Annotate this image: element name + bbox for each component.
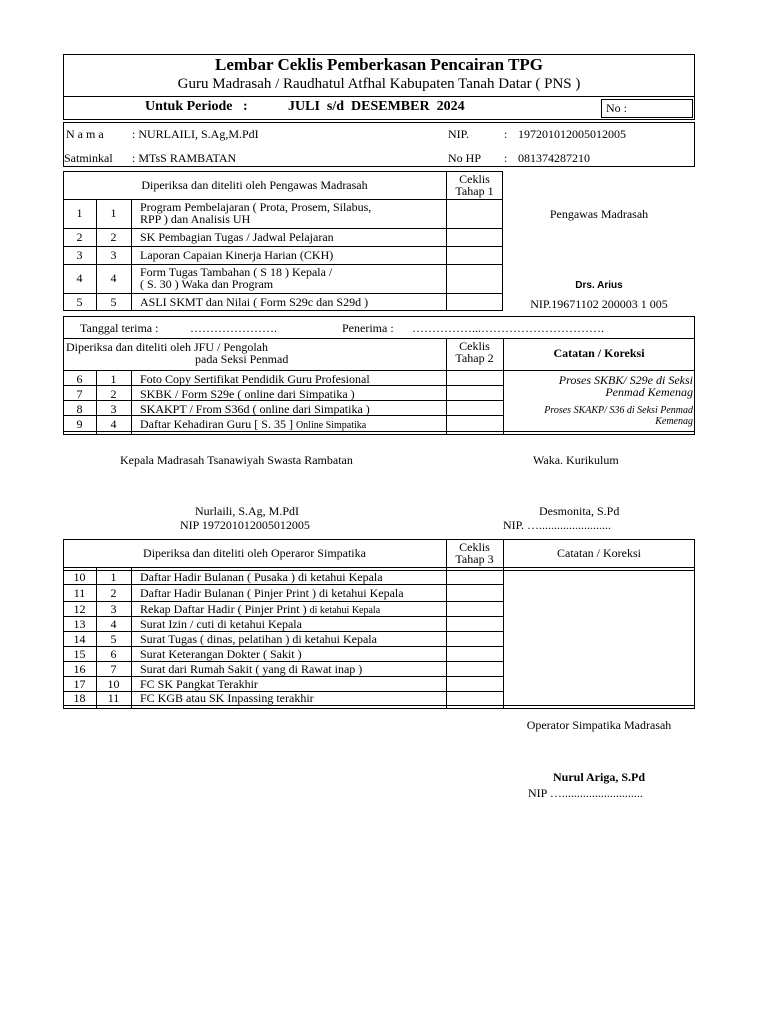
section2-row-text: SKAKPT / From S36d ( online dari Simpatika ) <box>140 402 370 416</box>
section2-row-sub: 3 <box>110 402 117 416</box>
section2-row-sub: 2 <box>110 387 117 401</box>
nip-label: NIP. <box>448 127 470 141</box>
penerima-field[interactable]: ……………...…………………………. <box>412 321 604 335</box>
section3-row-text: Surat Keterangan Dokter ( Sakit ) <box>140 647 302 661</box>
waka-title: Waka. Kurikulum <box>533 453 619 467</box>
section2-row-no: 9 <box>76 417 83 431</box>
section3-row-text: Surat Izin / cuti di ketahui Kepala <box>140 617 302 631</box>
section3-row-text: FC KGB atau SK Inpassing terakhir <box>140 691 314 705</box>
section3-row-sub: 6 <box>110 647 117 661</box>
section1-checkbox[interactable] <box>447 265 502 292</box>
kepala-madrasah-title: Kepala Madrasah Tsanawiyah Swasta Rambatan <box>120 453 353 467</box>
section3-row-no: 15 <box>73 647 86 661</box>
section3-row-sub: 3 <box>110 602 117 616</box>
section2-note-skbk: Proses SKBK/ S29e di Seksi Penmad Kemenag <box>558 373 693 399</box>
section1-row-text: ASLI SKMT dan Nilai ( Form S29c dan S29d ) <box>140 295 369 309</box>
section2-heading-line2: pada Seksi Penmad <box>195 352 289 366</box>
document-number-label: No : <box>606 101 627 115</box>
penerima-label: Penerima : <box>342 321 394 335</box>
waka-name: Desmonita, S.Pd <box>539 504 620 518</box>
period-value: JULI s/d DESEMBER 2024 <box>288 99 465 114</box>
tanggal-terima-field[interactable]: …………………. <box>190 321 277 335</box>
section3-row-sub: 4 <box>110 617 117 631</box>
section1-row-no: 3 <box>76 248 83 262</box>
waka-nip: NIP. …........................ <box>503 518 612 532</box>
section1-row-no: 1 <box>76 206 83 220</box>
nip-value: 197201012005012005 <box>518 127 626 141</box>
section3-row-no: 13 <box>73 617 86 631</box>
nohp-colon: : <box>504 151 508 165</box>
pengawas-title: Pengawas Madrasah <box>549 207 649 221</box>
section3-row-text: Daftar Hadir Bulanan ( Pinjer Print ) di ketahui Kepala <box>140 586 404 600</box>
section2-checkbox[interactable] <box>447 386 502 399</box>
section3-row-no: 11 <box>73 586 86 600</box>
section3-row-sub: 10 <box>107 677 120 691</box>
section3-row-no: 12 <box>73 602 86 616</box>
pengawas-nip: NIP.19671102 200003 1 005 <box>530 297 668 311</box>
section3-row-sub: 7 <box>110 662 117 676</box>
pengawas-name: Drs. Arius <box>575 280 623 291</box>
section1-row-sub: 3 <box>110 248 117 262</box>
section2-ceklis-header: Ceklis Tahap 2 <box>455 339 494 365</box>
section1-row-sub: 2 <box>110 230 117 244</box>
operator-name: Nurul Ariga, S.Pd <box>552 770 645 784</box>
section3-row-no: 17 <box>73 677 86 691</box>
section2-row-no: 7 <box>76 387 83 401</box>
nama-value: : NURLAILI, S.Ag,M.PdI <box>132 127 259 141</box>
kepala-madrasah-nip: NIP 197201012005012005 <box>180 518 310 532</box>
satminkal-value: : MTsS RAMBATAN <box>132 151 237 165</box>
section2-row-no: 8 <box>76 402 83 416</box>
section3-row-sub: 1 <box>110 570 117 584</box>
section3-row-sub: 5 <box>110 632 117 646</box>
document-title: Lembar Ceklis Pemberkasan Pencairan TPG <box>214 55 544 74</box>
section3-notes-header: Catatan / Koreksi <box>557 546 641 560</box>
section1-checkbox[interactable] <box>447 294 502 310</box>
nip-colon: : <box>504 127 508 141</box>
operator-title: Operator Simpatika Madrasah <box>526 718 672 732</box>
section1-row-sub: 5 <box>110 295 117 309</box>
section3-row-no: 18 <box>73 691 86 705</box>
section3-row-text: FC SK Pangkat Terakhir <box>140 677 258 691</box>
section2-row-sub: 4 <box>110 417 117 431</box>
section1-row-no: 4 <box>76 271 83 285</box>
nohp-label: No HP <box>448 151 482 165</box>
section1-row-text: Program Pembelajaran ( Prota, Prosem, Silabus, RPP ) dan Analisis UH <box>140 200 372 226</box>
section2-row-sub: 1 <box>110 372 117 386</box>
section2-row-no: 6 <box>76 372 83 386</box>
section3-row-no: 14 <box>73 632 86 646</box>
operator-nip: NIP …........................... <box>528 786 643 800</box>
section1-checkbox[interactable] <box>447 247 502 263</box>
section3-row-text: Surat dari Rumah Sakit ( yang di Rawat inap ) <box>140 662 363 676</box>
section3-row-text: Rekap Daftar Hadir ( Pinjer Print ) di ketahui Kepala <box>140 602 381 616</box>
tanggal-terima-label: Tanggal terima : <box>80 321 159 335</box>
section2-checkbox[interactable] <box>447 401 502 414</box>
section3-row-text: Surat Tugas ( dinas, pelatihan ) di ketahui Kepala <box>140 632 377 646</box>
section1-row-sub: 1 <box>110 206 117 220</box>
section1-heading: Diperiksa dan diteliti oleh Pengawas Madrasah <box>141 178 368 192</box>
section2-row-text: Daftar Kehadiran Guru [ S. 35 ] Online Simpatika <box>140 417 367 431</box>
period-label: Untuk Periode : <box>145 99 248 114</box>
section3-row-sub: 11 <box>107 691 120 705</box>
section3-row-sub: 2 <box>110 586 117 600</box>
section2-row-text: Foto Copy Sertifikat Pendidik Guru Profesional <box>140 372 370 386</box>
section3-checkbox[interactable] <box>447 602 502 705</box>
section1-checkbox[interactable] <box>447 200 502 227</box>
nama-label: N a m a <box>66 127 104 141</box>
section2-notes-header: Catatan / Koreksi <box>553 346 645 360</box>
section1-checkbox[interactable] <box>447 229 502 245</box>
section3-checkbox[interactable] <box>447 571 502 599</box>
section3-row-no: 10 <box>73 570 86 584</box>
section3-row-text: Daftar Hadir Bulanan ( Pusaka ) di ketahui Kepala <box>140 570 383 584</box>
section3-row-no: 16 <box>73 662 86 676</box>
section3-heading: Diperiksa dan diteliti oleh Operaror Simpatika <box>143 546 366 560</box>
section1-ceklis-header: Ceklis Tahap 1 <box>455 172 494 198</box>
section1-row-no: 2 <box>76 230 83 244</box>
section2-note-skakp: Proses SKAKP/ S36 di Seksi Penmad Kemenag <box>544 405 693 427</box>
header-divider <box>63 96 695 97</box>
satminkal-label: Satminkal <box>64 151 113 165</box>
document-subtitle: Guru Madrasah / Raudhatul Atfhal Kabupaten Tanah Datar ( PNS ) <box>177 76 581 92</box>
section3-ceklis-header: Ceklis Tahap 3 <box>455 540 494 566</box>
nohp-value: 081374287210 <box>518 151 590 165</box>
section1-row-text: SK Pembagian Tugas / Jadwal Pelajaran <box>140 230 334 244</box>
section1-row-text: Form Tugas Tambahan ( S 18 ) Kepala / ( S. 30 ) Waka dan Program <box>140 265 333 291</box>
kepala-madrasah-name: Nurlaili, S.Ag, M.PdI <box>195 504 300 518</box>
section2-row-text: SKBK / Form S29e ( online dari Simpatika ) <box>140 387 355 401</box>
section2-checkbox[interactable] <box>447 416 502 430</box>
section1-row-sub: 4 <box>110 271 117 285</box>
section2-checkbox[interactable] <box>447 371 502 384</box>
section2-heading-line1: Diperiksa dan diteliti oleh JFU / Pengolah <box>66 340 268 354</box>
section1-row-no: 5 <box>76 295 83 309</box>
section1-row-text: Laporan Capaian Kinerja Harian (CKH) <box>140 248 334 262</box>
